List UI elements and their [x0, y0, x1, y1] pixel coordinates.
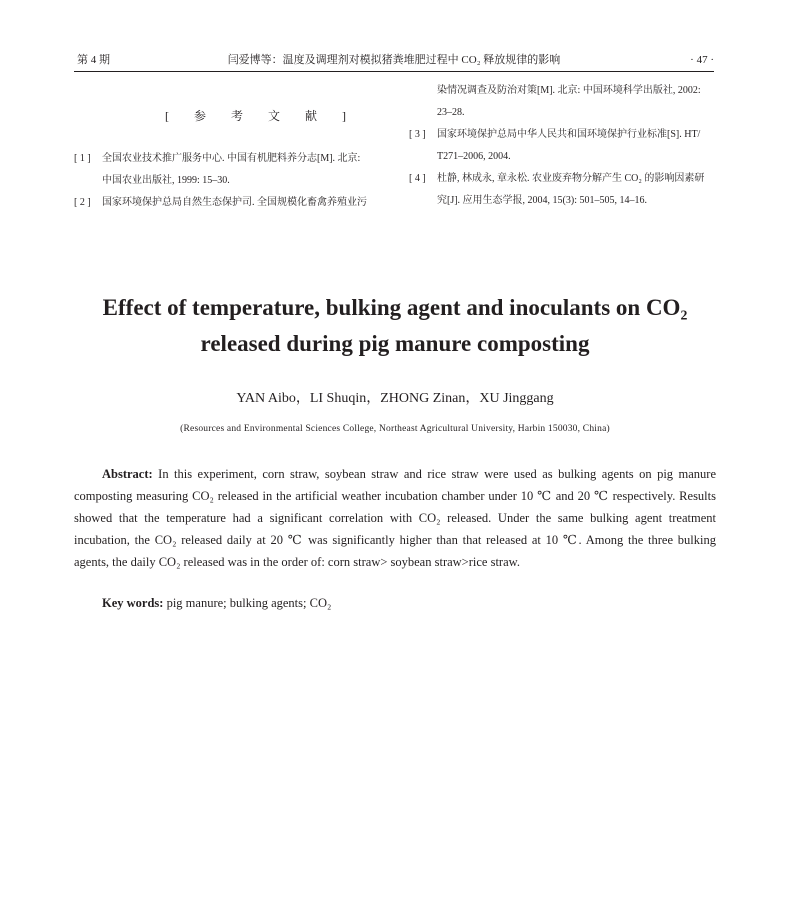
- page-number: · 47 ·: [690, 54, 714, 66]
- reference-text: 23–28.: [437, 107, 465, 118]
- reference-2: [74, 192, 394, 214]
- issue-number: 第 4 期: [77, 54, 110, 66]
- abstract: [74, 463, 716, 573]
- abstract-label: Abstract:: [102, 467, 153, 481]
- reference-text: 染情况调查及防治对策[M]. 北京: 中国环境科学出版社, 2002:: [437, 85, 701, 96]
- author-list: YAN Aibo，LI Shuqin，ZHONG Zinan，XU Jinggang: [236, 391, 554, 406]
- references-heading: [ 参 考 文 献 ]: [165, 109, 357, 123]
- reference-3: [409, 124, 721, 146]
- affiliation: (Resources and Environmental Sciences College, Northeast Agricultural University, Harbin 150030, China): [180, 424, 610, 434]
- reference-4: [409, 168, 721, 190]
- reference-text: 杜静, 林成永, 章永松. 农业废弃物分解产生 CO₂ 的影响因素研: [437, 173, 705, 184]
- running-title: 闫爱博等：温度及调理剂对模拟猪粪堆肥过程中 CO₂ 释放规律的影响: [227, 54, 561, 66]
- reference-number: [ 1 ]: [74, 153, 91, 164]
- title-line: Effect of temperature, bulking agent and inoculants on CO₂: [102, 295, 688, 320]
- references-left-column: [74, 148, 394, 214]
- article-title: [60, 290, 730, 362]
- abstract-text: In this experiment, corn straw, soybean straw and rice straw were used as bulking agents on pig manure composting measuring CO₂ released in the artificial weather incubation chamber under 10 ℃ and 20 ℃ respectively. Results showed that the temperature had a significant correlation with CO₂ released. Under the same bulking agent treatment incubation, the CO₂ released daily at 20 ℃ was significantly higher than that released at 10 ℃. Among the three bulking agents, the daily CO₂ released was in the order of: corn straw> soybean straw>rice straw.: [74, 467, 717, 569]
- keywords: [102, 596, 331, 611]
- reference-number: [ 2 ]: [74, 197, 91, 208]
- reference-text: 国家环境保护总局自然生态保护司. 全国规模化畜禽养殖业污: [102, 197, 367, 208]
- reference-number: [ 3 ]: [409, 129, 426, 140]
- references-right-column: [409, 80, 721, 212]
- running-header: [74, 50, 714, 70]
- header-rule: [74, 71, 714, 72]
- reference-text: 全国农业技术推广服务中心. 中国有机肥料养分志[M]. 北京:: [102, 153, 361, 164]
- reference-text: 究[J]. 应用生态学报, 2004, 15(3): 501–505, 14–16.: [437, 195, 647, 206]
- reference-text: T271–2006, 2004.: [437, 151, 511, 162]
- reference-text: 中国农业出版社, 1999: 15–30.: [102, 175, 230, 186]
- reference-text: 国家环境保护总局中华人民共和国环境保护行业标准[S]. HT/: [437, 129, 701, 140]
- reference-1: [74, 148, 394, 170]
- keywords-text: pig manure; bulking agents; CO₂: [166, 596, 332, 610]
- keywords-label: Key words:: [102, 596, 164, 610]
- title-line: released during pig manure composting: [200, 331, 590, 356]
- reference-number: [ 4 ]: [409, 173, 426, 184]
